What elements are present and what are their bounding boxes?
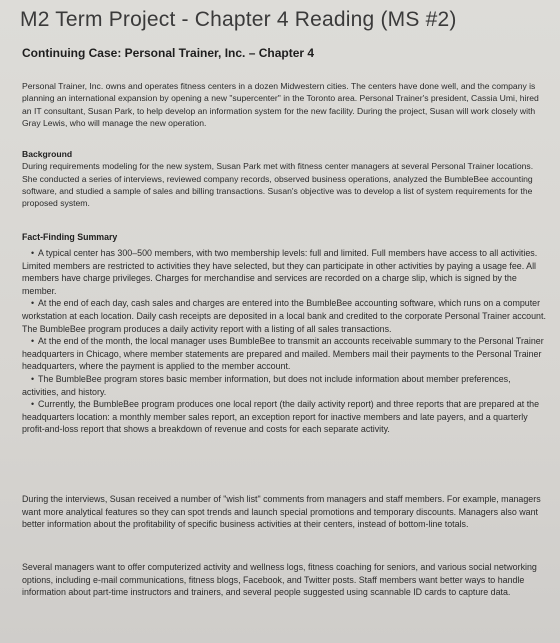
fact-finding-list xyxy=(22,247,548,436)
wish-list-text: During the interviews, Susan received a number of "wish list" comments from managers and staff members. For example, managers want more analytical features so they can spot trends and launch special promotions and temporary discounts. Managers also want better information about the profitability of specific business activities at their centers, instead of bottom-line totals. xyxy=(22,494,541,529)
fact-finding-heading: Fact-Finding Summary xyxy=(22,232,118,242)
list-item: • At the end of each day, cash sales and charges are entered into the BumbleBee accounting software, which runs on a computer workstation at each location. Daily cash receipts are deposited in a local bank and credited to the corporate Personal Trainer account. The BumbleBee program produces a daily activity report with a listing of all sales transactions. xyxy=(22,298,546,334)
bullet-icon: • xyxy=(31,399,35,410)
managers-paragraph xyxy=(22,561,548,599)
bullet-icon: • xyxy=(31,248,35,258)
list-item: • A typical center has 300–500 members, with two membership levels: full and limited. Full members have access to all activities. Limited members are restricted to activities they have selected, but they can participate in other activities by paying a usage fee. All members have charge privileges. Charges for merchandise and services are recorded on a charge slip, which is signed by the member. xyxy=(22,248,538,296)
background-section xyxy=(22,148,548,209)
bullet-icon: • xyxy=(31,373,35,384)
bullet-icon: • xyxy=(31,298,35,309)
page-title: M2 Term Project - Chapter 4 Reading (MS #2) xyxy=(20,8,457,31)
case-heading: Continuing Case: Personal Trainer, Inc. – Chapter 4 xyxy=(22,46,315,60)
intro-paragraph xyxy=(22,80,548,129)
managers-text: Several managers want to offer computerized activity and wellness logs, fitness coaching for seniors, and various social networking options, including e-mail communications, fitness blogs, Facebook, and Twitter posts. Staff members want better ways to handle information about part-time instructors and trainers, and several people suggested using scannable ID cards to capture data. xyxy=(22,562,537,597)
background-text: During requirements modeling for the new system, Susan Park met with fitness center managers at several Personal Trainer locations. She conducted a series of interviews, reviewed company records, observed business operations, analyzed the BumbleBee accounting software, and studied a sample of sales and billing transactions. Susan's objective was to develop a list of system requirements for the proposed system. xyxy=(22,161,534,209)
list-item: • At the end of the month, the local manager uses BumbleBee to transmit an accounts receivable summary to the Personal Trainer headquarters in Chicago, where member statements are prepared and mailed. Members mail their payments to the Personal Trainer headquarters, where the payment is applied to the member account. xyxy=(22,336,544,372)
list-item: • Currently, the BumbleBee program produces one local report (the daily activity report) and three reports that are prepared at the headquarters location: a monthly member sales report, an exception report for inactive members and late payers, and a quarterly profit-and-loss report that shows a breakdown of revenue and costs for each separate activity. xyxy=(22,399,540,435)
bullet-icon: • xyxy=(31,336,35,347)
background-heading: Background xyxy=(22,149,73,159)
intro-text: Personal Trainer, Inc. owns and operates fitness centers in a dozen Midwestern cities. The centers have done well, and the company is planning an international expansion by opening a new "supercenter" in the Toronto area. Personal Trainer's president, Cassia Umi, hired an IT consultant, Susan Park, to help develop an information system for the new facility. During the project, Susan will work closely with Gray Lewis, who will manage the new operation. xyxy=(22,81,539,128)
wish-list-paragraph xyxy=(22,493,548,531)
list-item: • The BumbleBee program stores basic member information, but does not include information about member preferences, activities, and history. xyxy=(22,373,511,397)
